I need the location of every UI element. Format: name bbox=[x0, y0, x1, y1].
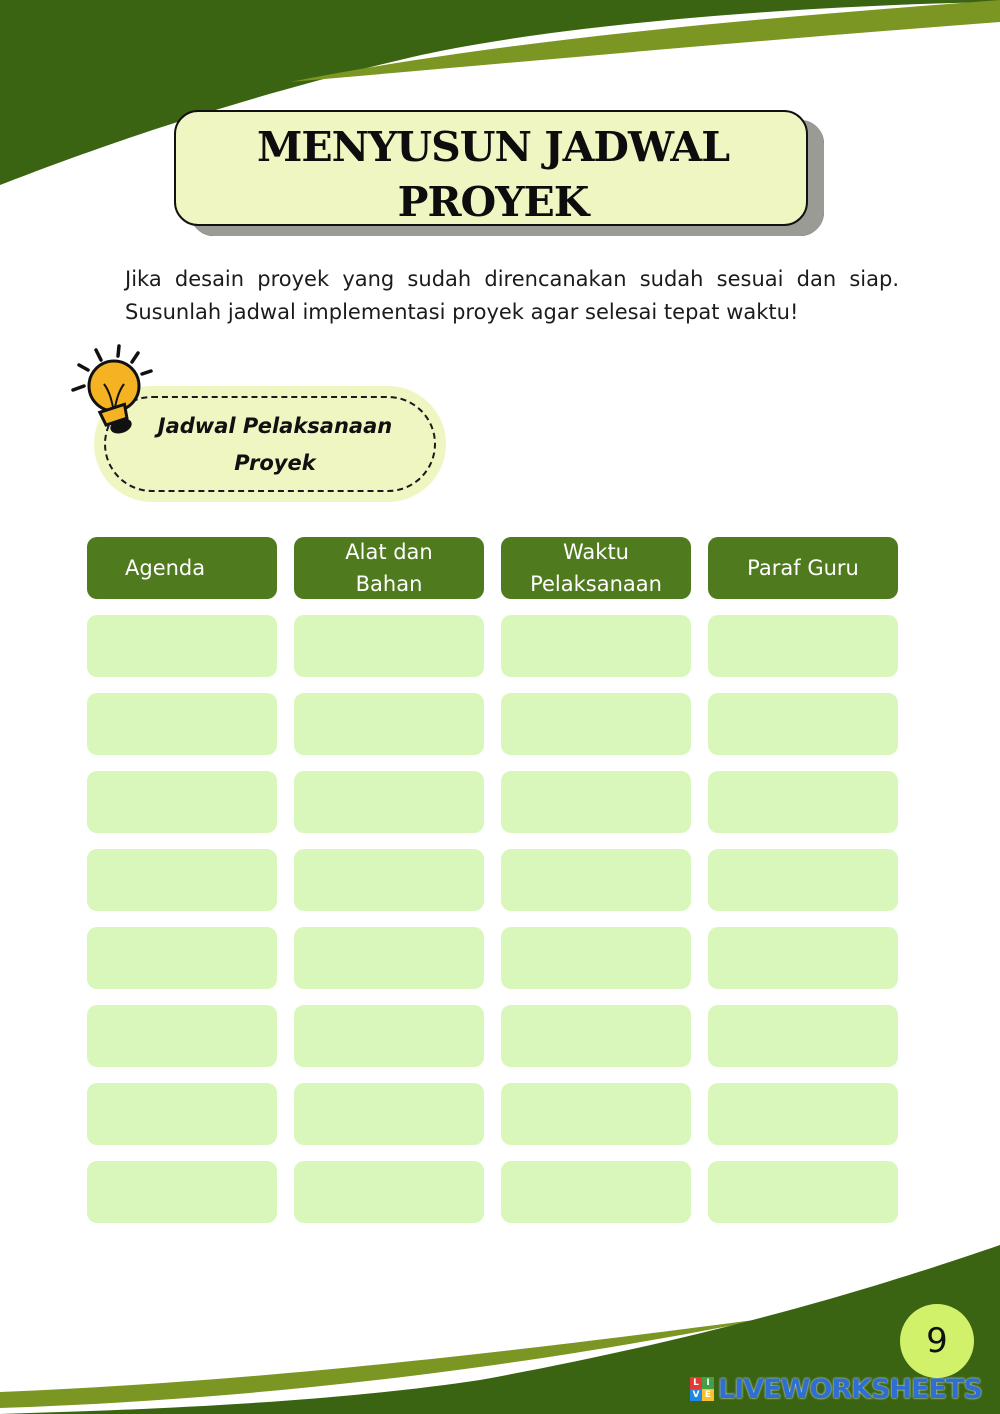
table-header-row bbox=[87, 537, 900, 599]
input-cell-paraf-guru[interactable] bbox=[708, 849, 898, 911]
column-header-paraf-guru bbox=[708, 537, 898, 599]
intro-paragraph bbox=[125, 263, 899, 329]
input-cell-paraf-guru[interactable] bbox=[708, 927, 898, 989]
input-cell-waktu-pelaksanaan[interactable] bbox=[501, 849, 691, 911]
section-title-line-1: Jadwal Pelaksanaan bbox=[157, 414, 393, 438]
input-cell-alat-dan-bahan[interactable] bbox=[294, 771, 484, 833]
input-cell-alat-dan-bahan[interactable] bbox=[294, 1005, 484, 1067]
column-header-alat-line-1: Alat dan bbox=[345, 540, 433, 564]
page-number-badge: 9 bbox=[900, 1304, 974, 1378]
column-header-waktu-pelaksanaan bbox=[501, 537, 691, 599]
column-header-agenda-label: Agenda bbox=[125, 556, 206, 580]
lightbulb-icon bbox=[66, 344, 156, 436]
input-cell-agenda[interactable] bbox=[87, 1161, 277, 1223]
page-title-box bbox=[174, 110, 808, 226]
input-cell-agenda[interactable] bbox=[87, 1083, 277, 1145]
input-cell-waktu-pelaksanaan[interactable] bbox=[501, 1161, 691, 1223]
liveworksheets-logo-i: I bbox=[702, 1377, 714, 1389]
input-cell-waktu-pelaksanaan[interactable] bbox=[501, 771, 691, 833]
input-cell-paraf-guru[interactable] bbox=[708, 1083, 898, 1145]
input-cell-agenda[interactable] bbox=[87, 771, 277, 833]
page-title-line-2: PROYEK bbox=[397, 178, 589, 226]
input-cell-paraf-guru[interactable] bbox=[708, 1005, 898, 1067]
input-cell-paraf-guru[interactable] bbox=[708, 1161, 898, 1223]
input-cell-agenda[interactable] bbox=[87, 927, 277, 989]
table-row bbox=[87, 771, 900, 833]
input-cell-paraf-guru[interactable] bbox=[708, 615, 898, 677]
column-header-alat-line-2: Bahan bbox=[355, 572, 423, 596]
liveworksheets-logo bbox=[690, 1377, 714, 1401]
input-cell-paraf-guru[interactable] bbox=[708, 693, 898, 755]
input-cell-waktu-pelaksanaan[interactable] bbox=[501, 1005, 691, 1067]
input-cell-waktu-pelaksanaan[interactable] bbox=[501, 1083, 691, 1145]
input-cell-agenda[interactable] bbox=[87, 849, 277, 911]
table-row bbox=[87, 1161, 900, 1223]
input-cell-waktu-pelaksanaan[interactable] bbox=[501, 693, 691, 755]
input-cell-waktu-pelaksanaan[interactable] bbox=[501, 927, 691, 989]
column-header-waktu-line-1: Waktu bbox=[563, 540, 629, 564]
table-row bbox=[87, 849, 900, 911]
table-row bbox=[87, 1083, 900, 1145]
input-cell-alat-dan-bahan[interactable] bbox=[294, 615, 484, 677]
schedule-table bbox=[87, 537, 900, 1223]
intro-line-1: Jika desain proyek yang sudah direncanakan sudah sesuai dan siap. bbox=[125, 267, 899, 291]
watermark bbox=[690, 1374, 982, 1404]
input-cell-alat-dan-bahan[interactable] bbox=[294, 927, 484, 989]
input-cell-agenda[interactable] bbox=[87, 615, 277, 677]
page-title bbox=[176, 120, 810, 230]
table-row bbox=[87, 927, 900, 989]
section-title bbox=[134, 408, 416, 482]
input-cell-alat-dan-bahan[interactable] bbox=[294, 693, 484, 755]
table-row bbox=[87, 615, 900, 677]
input-cell-alat-dan-bahan[interactable] bbox=[294, 1161, 484, 1223]
column-header-agenda bbox=[87, 537, 277, 599]
input-cell-alat-dan-bahan[interactable] bbox=[294, 849, 484, 911]
column-header-alat-dan-bahan bbox=[294, 537, 484, 599]
input-cell-alat-dan-bahan[interactable] bbox=[294, 1083, 484, 1145]
section-title-line-2: Proyek bbox=[234, 451, 316, 475]
liveworksheets-logo-v: V bbox=[690, 1389, 702, 1401]
table-row bbox=[87, 1005, 900, 1067]
input-cell-waktu-pelaksanaan[interactable] bbox=[501, 615, 691, 677]
liveworksheets-logo-l: L bbox=[690, 1377, 702, 1389]
input-cell-agenda[interactable] bbox=[87, 693, 277, 755]
liveworksheets-logo-e: E bbox=[702, 1389, 714, 1401]
page-title-line-1: MENYUSUN JADWAL bbox=[256, 123, 730, 171]
column-header-paraf-label: Paraf Guru bbox=[747, 556, 859, 580]
input-cell-paraf-guru[interactable] bbox=[708, 771, 898, 833]
input-cell-agenda[interactable] bbox=[87, 1005, 277, 1067]
intro-line-2: Susunlah jadwal implementasi proyek agar selesai tepat waktu! bbox=[125, 300, 799, 324]
column-header-waktu-line-2: Pelaksanaan bbox=[530, 572, 662, 596]
table-row bbox=[87, 693, 900, 755]
watermark-text: LIVEWORKSHEETS bbox=[718, 1373, 982, 1405]
